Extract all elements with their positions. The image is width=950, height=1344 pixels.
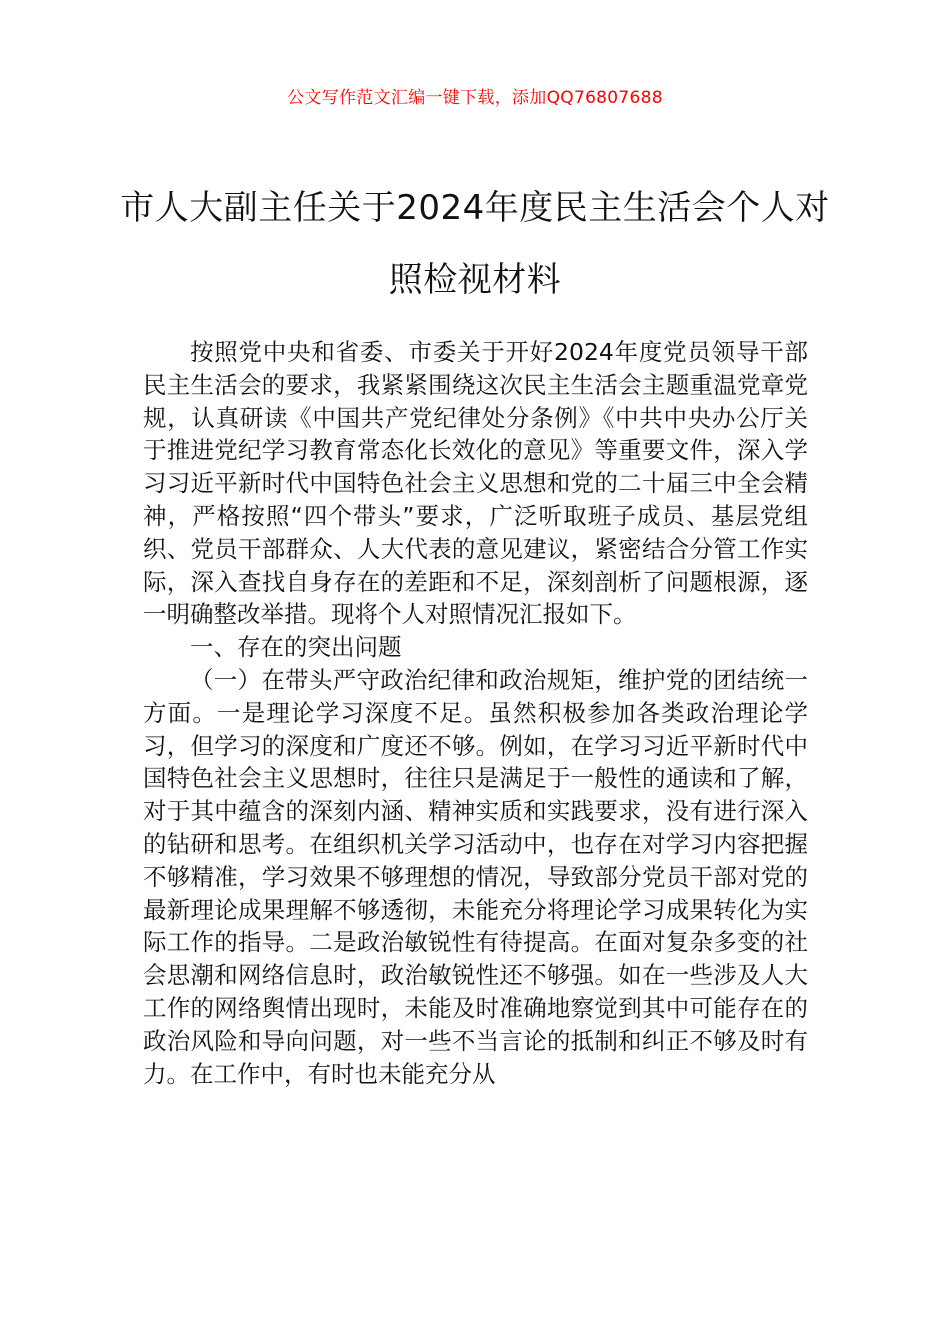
document-body [143, 336, 808, 1090]
section-heading: 一、存在的突出问题 [190, 633, 402, 662]
intro-paragraph: 按照党中央和省委、市委关于开好2024年度党员领导干部民主生活会的要求，我紧紧围绕这次民主生活会主题重温党章党规，认真研读《中国共产党纪律处分条例》《中共中央办公厅关于推进党纪学习教育常态化长效化的意见》等重要文件，深入学习习近平新时代中国特色社会主义思想和党的二十届三中全会精神，严格按照“四个带头”要求，广泛听取班子成员、基层党组织、党员干部群众、人大代表的意见建议，紧密结合分管工作实际，深入查找自身存在的差距和不足，深刻剖析了问题根源，逐一明确整改举措。现将个人对照情况汇报如下。 [143, 338, 808, 629]
document-title: 市人大副主任关于2024年度民主生活会个人对照检视材料 [120, 188, 830, 300]
download-notice: 公文写作范文汇编一键下载，添加QQ76807688 [287, 88, 663, 108]
body-paragraph: （一）在带头严守政治纪律和政治规矩，维护党的团结统一方面。一是理论学习深度不足。虽然积极参加各类政治理论学习，但学习的深度和广度还不够。例如，在学习习近平新时代中国特色社会主义思想时，往往只是满足于一般性的通读和了解，对于其中蕴含的深刻内涵、精神实质和实践要求，没有进行深入的钻研和思考。在组织机关学习活动中，也存在对学习内容把握不够精准，学习效果不够理想的情况，导致部分党员干部对党的最新理论成果理解不够透彻，未能充分将理论学习成果转化为实际工作的指导。二是政治敏锐性有待提高。在面对复杂多变的社会思潮和网络信息时，政治敏锐性还不够强。如在一些涉及人大工作的网络舆情出现时，未能及时准确地察觉到其中可能存在的政治风险和导向问题，对一些不当言论的抵制和纠正不够及时有力。在工作中，有时也未能充分从 [143, 665, 808, 1088]
